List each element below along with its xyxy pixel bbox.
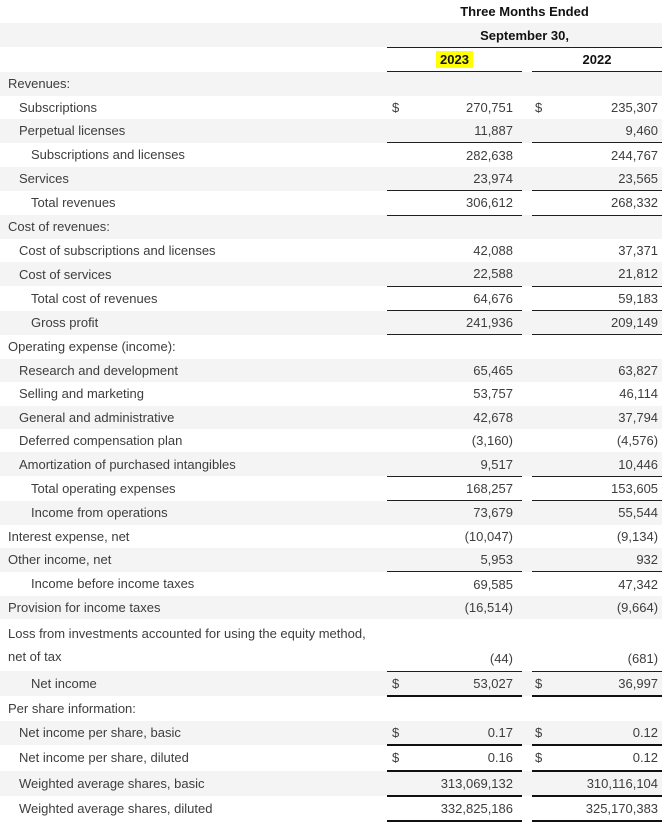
row-label: Net income per share, basic bbox=[19, 725, 181, 741]
row-label: Weighted average shares, basic bbox=[19, 775, 205, 791]
value-2023 bbox=[387, 167, 522, 191]
column-gap bbox=[522, 548, 532, 572]
row-label: Subscriptions bbox=[19, 99, 98, 115]
column-gap bbox=[522, 311, 532, 335]
table-row bbox=[0, 406, 662, 429]
value-2023 bbox=[387, 191, 522, 215]
value-text: 282,638 bbox=[466, 147, 513, 163]
value-text: (3,160) bbox=[471, 433, 513, 449]
table-row bbox=[0, 721, 662, 745]
value-text: 59,183 bbox=[618, 290, 659, 306]
value-2023 bbox=[387, 359, 522, 382]
value-2023 bbox=[387, 696, 522, 720]
column-gap bbox=[522, 262, 532, 286]
value-text: 36,997 bbox=[618, 676, 659, 692]
value-2023 bbox=[387, 525, 522, 548]
column-gap bbox=[522, 476, 532, 500]
value-2022 bbox=[532, 548, 662, 572]
column-gap bbox=[522, 525, 532, 548]
value-text: 153,605 bbox=[611, 481, 659, 496]
column-gap bbox=[522, 359, 532, 382]
table-row bbox=[0, 143, 662, 167]
value-2023 bbox=[387, 406, 522, 429]
row-label-line1: Loss from investments accounted for using the equity method, bbox=[8, 625, 366, 641]
table-title: Three Months Ended bbox=[460, 4, 589, 20]
row-label: Services bbox=[19, 171, 69, 187]
column-gap bbox=[522, 796, 532, 821]
column-gap bbox=[522, 47, 532, 71]
value-2023 bbox=[387, 382, 522, 405]
header-row-years bbox=[0, 47, 662, 71]
value-2022 bbox=[532, 191, 662, 215]
value-2022 bbox=[532, 429, 662, 452]
table-row bbox=[0, 796, 662, 821]
row-label: Perpetual licenses bbox=[19, 123, 126, 139]
value-2023 bbox=[387, 721, 522, 745]
header-row-subtitle bbox=[0, 23, 662, 47]
value-2022 bbox=[532, 771, 662, 796]
value-2022 bbox=[532, 72, 662, 96]
value-2023 bbox=[387, 572, 522, 596]
value-text: 23,974 bbox=[473, 170, 513, 186]
row-label: General and administrative bbox=[19, 409, 175, 425]
value-text: (44) bbox=[489, 650, 513, 666]
value-2022 bbox=[532, 745, 662, 770]
table-row bbox=[0, 96, 662, 119]
table-row bbox=[0, 476, 662, 500]
value-2023 bbox=[387, 745, 522, 770]
column-gap bbox=[522, 191, 532, 215]
value-2023 bbox=[387, 119, 522, 143]
value-2022 bbox=[532, 406, 662, 429]
row-label: Provision for income taxes bbox=[8, 599, 161, 615]
value-2022 bbox=[532, 143, 662, 167]
value-2023 bbox=[387, 796, 522, 821]
value-text: 65,465 bbox=[473, 363, 513, 379]
column-gap bbox=[522, 696, 532, 720]
table-row bbox=[0, 335, 662, 359]
value-text: 0.16 bbox=[487, 750, 513, 766]
column-gap bbox=[522, 596, 532, 619]
row-label: Operating expense (income): bbox=[8, 339, 176, 355]
value-2022 bbox=[532, 335, 662, 359]
row-label: Income before income taxes bbox=[31, 576, 195, 592]
value-2023 bbox=[387, 96, 522, 119]
value-2022 bbox=[532, 452, 662, 476]
value-2023 bbox=[387, 429, 522, 452]
value-2023 bbox=[387, 286, 522, 310]
value-text: 209,149 bbox=[611, 315, 659, 331]
value-2022 bbox=[532, 476, 662, 500]
value-2022 bbox=[532, 572, 662, 596]
header-spacer bbox=[0, 0, 387, 23]
value-2022 bbox=[532, 239, 662, 262]
table-row bbox=[0, 525, 662, 548]
year-2023-highlight: 2023 bbox=[436, 51, 473, 68]
value-2023 bbox=[387, 771, 522, 796]
dollar-sign: $ bbox=[392, 676, 400, 692]
value-text: 73,679 bbox=[473, 505, 513, 521]
value-text: 310,116,104 bbox=[586, 775, 659, 791]
row-label: Amortization of purchased intangibles bbox=[19, 456, 236, 472]
column-gap bbox=[522, 143, 532, 167]
value-text: (10,047) bbox=[464, 528, 513, 544]
header-spacer bbox=[0, 47, 387, 71]
column-gap bbox=[522, 501, 532, 525]
dollar-sign: $ bbox=[535, 750, 543, 766]
year-2023-header bbox=[387, 47, 522, 71]
value-text: 168,257 bbox=[466, 481, 513, 496]
table-row bbox=[0, 619, 662, 671]
table-row bbox=[0, 596, 662, 619]
table-row bbox=[0, 429, 662, 452]
row-label-line2: net of tax bbox=[8, 649, 62, 665]
row-label: Cost of revenues: bbox=[8, 219, 110, 235]
header-row-title bbox=[0, 0, 662, 23]
value-2022 bbox=[532, 721, 662, 745]
column-gap bbox=[522, 335, 532, 359]
value-text: 235,307 bbox=[611, 99, 659, 115]
value-text: 22,588 bbox=[473, 266, 513, 282]
column-gap bbox=[522, 382, 532, 405]
value-text: (4,576) bbox=[616, 433, 659, 449]
value-text: 268,332 bbox=[611, 195, 659, 211]
value-2022 bbox=[532, 286, 662, 310]
table-row bbox=[0, 501, 662, 525]
value-text: 0.12 bbox=[632, 750, 659, 766]
value-text: 332,825,186 bbox=[440, 801, 513, 817]
column-gap bbox=[522, 406, 532, 429]
value-text: 5,953 bbox=[480, 552, 513, 568]
row-label: Total revenues bbox=[31, 195, 116, 211]
value-2022 bbox=[532, 359, 662, 382]
value-text: 10,446 bbox=[618, 456, 659, 472]
value-2022 bbox=[532, 311, 662, 335]
dollar-sign: $ bbox=[535, 99, 543, 115]
row-label: Total cost of revenues bbox=[31, 290, 158, 306]
value-text: 306,612 bbox=[466, 195, 513, 211]
table-row bbox=[0, 696, 662, 720]
value-2022 bbox=[532, 619, 662, 671]
table-row bbox=[0, 167, 662, 191]
year-2022-label: 2022 bbox=[582, 51, 612, 67]
value-text: (16,514) bbox=[464, 599, 513, 615]
value-text: 42,088 bbox=[473, 243, 513, 259]
value-text: 270,751 bbox=[466, 99, 513, 115]
value-text: 244,767 bbox=[611, 147, 659, 163]
table-row bbox=[0, 382, 662, 405]
column-gap bbox=[522, 429, 532, 452]
header-spacer bbox=[0, 23, 387, 47]
value-2022 bbox=[532, 96, 662, 119]
dollar-sign: $ bbox=[392, 724, 400, 740]
year-2022-header bbox=[532, 47, 662, 71]
value-text: 325,170,383 bbox=[585, 801, 659, 817]
table-row bbox=[0, 239, 662, 262]
column-gap bbox=[522, 671, 532, 696]
value-2023 bbox=[387, 215, 522, 239]
value-text: 9,460 bbox=[625, 123, 659, 139]
column-gap bbox=[522, 215, 532, 239]
table-row bbox=[0, 286, 662, 310]
value-2023 bbox=[387, 72, 522, 96]
value-2023 bbox=[387, 548, 522, 572]
value-2022 bbox=[532, 501, 662, 525]
column-gap bbox=[522, 119, 532, 143]
value-text: 63,827 bbox=[618, 363, 659, 379]
row-label: Research and development bbox=[19, 363, 178, 379]
value-2022 bbox=[532, 262, 662, 286]
column-gap bbox=[522, 572, 532, 596]
column-gap bbox=[522, 239, 532, 262]
table-row bbox=[0, 671, 662, 696]
value-2023 bbox=[387, 619, 522, 671]
value-text: 313,069,132 bbox=[440, 775, 513, 791]
table-row bbox=[0, 745, 662, 770]
value-2023 bbox=[387, 671, 522, 696]
value-2023 bbox=[387, 262, 522, 286]
value-text: 53,757 bbox=[473, 386, 513, 402]
table-body bbox=[0, 72, 662, 822]
value-text: 37,794 bbox=[618, 409, 659, 425]
value-text: 9,517 bbox=[480, 456, 513, 472]
value-2023 bbox=[387, 596, 522, 619]
row-label bbox=[0, 619, 387, 671]
value-text: (9,664) bbox=[616, 599, 659, 615]
row-label: Per share information: bbox=[8, 701, 136, 717]
value-2023 bbox=[387, 476, 522, 500]
row-label: Weighted average shares, diluted bbox=[19, 801, 213, 817]
value-text: 21,812 bbox=[618, 266, 659, 282]
row-label: Cost of services bbox=[19, 266, 112, 282]
value-text: 0.12 bbox=[632, 724, 659, 740]
row-label: Selling and marketing bbox=[19, 386, 145, 402]
row-label: Income from operations bbox=[31, 505, 168, 521]
column-gap bbox=[522, 286, 532, 310]
value-text: 241,936 bbox=[466, 315, 513, 331]
dollar-sign: $ bbox=[392, 99, 400, 115]
row-label: Subscriptions and licenses bbox=[31, 147, 185, 163]
column-gap bbox=[522, 771, 532, 796]
row-label: Revenues: bbox=[8, 76, 71, 92]
value-2023 bbox=[387, 311, 522, 335]
value-2022 bbox=[532, 382, 662, 405]
row-label: Other income, net bbox=[8, 552, 112, 568]
table-row bbox=[0, 771, 662, 796]
dollar-sign: $ bbox=[392, 750, 400, 766]
value-2023 bbox=[387, 239, 522, 262]
table-row bbox=[0, 572, 662, 596]
column-gap bbox=[522, 72, 532, 96]
dollar-sign: $ bbox=[535, 676, 543, 692]
value-text: 47,342 bbox=[618, 576, 659, 592]
table-subtitle: September 30, bbox=[387, 23, 662, 47]
value-2023 bbox=[387, 335, 522, 359]
table-row bbox=[0, 119, 662, 143]
column-gap bbox=[522, 452, 532, 476]
value-text: 932 bbox=[636, 552, 659, 568]
value-2023 bbox=[387, 143, 522, 167]
table-row bbox=[0, 262, 662, 286]
value-2022 bbox=[532, 119, 662, 143]
value-text: 23,565 bbox=[618, 170, 659, 186]
dollar-sign: $ bbox=[535, 724, 543, 740]
value-text: 64,676 bbox=[473, 290, 513, 306]
value-2022 bbox=[532, 167, 662, 191]
table-row bbox=[0, 72, 662, 96]
value-2022 bbox=[532, 671, 662, 696]
value-2022 bbox=[532, 796, 662, 821]
row-label: Deferred compensation plan bbox=[19, 433, 183, 449]
value-text: 42,678 bbox=[473, 409, 513, 425]
column-gap bbox=[522, 721, 532, 745]
value-text: 46,114 bbox=[619, 386, 659, 402]
value-text: 55,544 bbox=[618, 505, 659, 521]
value-2022 bbox=[532, 525, 662, 548]
row-label: Net income bbox=[31, 676, 97, 692]
table-row bbox=[0, 359, 662, 382]
value-text: 0.17 bbox=[487, 724, 513, 740]
value-text: 11,887 bbox=[474, 123, 513, 139]
column-gap bbox=[522, 167, 532, 191]
value-text: (9,134) bbox=[616, 528, 659, 544]
table-row bbox=[0, 311, 662, 335]
value-2022 bbox=[532, 596, 662, 619]
row-label: Gross profit bbox=[31, 315, 99, 331]
table-row bbox=[0, 215, 662, 239]
table-header bbox=[0, 0, 662, 72]
value-text: 69,585 bbox=[473, 576, 513, 592]
row-label: Interest expense, net bbox=[8, 528, 130, 544]
value-2022 bbox=[532, 215, 662, 239]
row-label: Net income per share, diluted bbox=[19, 750, 189, 766]
value-text: (681) bbox=[627, 650, 659, 666]
table-row bbox=[0, 548, 662, 572]
value-2023 bbox=[387, 501, 522, 525]
row-label: Total operating expenses bbox=[31, 481, 176, 496]
value-text: 37,371 bbox=[618, 243, 659, 259]
value-2023 bbox=[387, 452, 522, 476]
value-text: 53,027 bbox=[473, 676, 513, 692]
table-row bbox=[0, 452, 662, 476]
table-row bbox=[0, 191, 662, 215]
column-gap bbox=[522, 96, 532, 119]
value-2022 bbox=[532, 696, 662, 720]
column-gap bbox=[522, 745, 532, 770]
row-label: Cost of subscriptions and licenses bbox=[19, 243, 216, 259]
column-gap bbox=[522, 619, 532, 671]
